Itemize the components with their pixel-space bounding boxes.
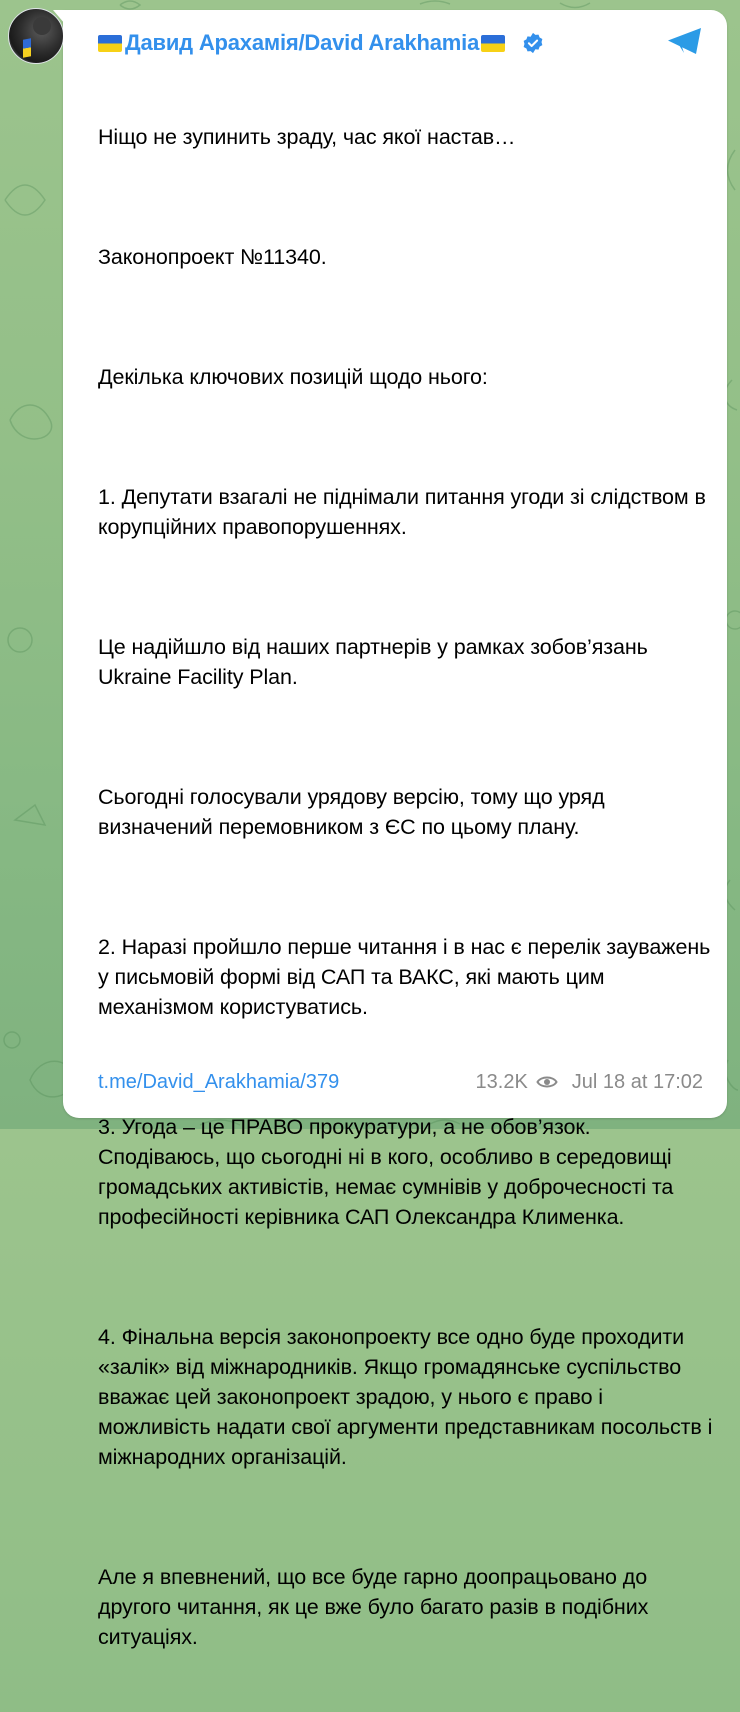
avatar-person	[33, 17, 51, 35]
message-footer	[98, 1068, 703, 1096]
message-paragraph: Сьогодні голосували урядову версію, тому що уряд визначений перемовником з ЄС по цьому плану.	[98, 785, 611, 839]
ukraine-flag-icon	[98, 35, 122, 52]
message-paragraph: Але я впевнений, що все буде гарно доопрацьовано до другого читання, як це вже було багато разів в подібних ситуаціях.	[98, 1565, 655, 1649]
verified-badge-icon	[522, 32, 544, 54]
message-paragraph: Ніщо не зупинить зраду, час якої настав…	[98, 125, 516, 149]
message-header	[98, 28, 697, 58]
message-bubble	[63, 10, 727, 1649]
channel-name[interactable]: Давид Арахамія/David Arakhamia	[125, 30, 480, 55]
eye-icon	[536, 1074, 558, 1090]
message-paragraph: Законопроект №11340.	[98, 245, 327, 269]
message-text	[98, 62, 718, 1712]
message-timestamp: Jul 18 at 17:02	[571, 1070, 703, 1093]
message-paragraph: Декілька ключових позицій щодо нього:	[98, 365, 488, 389]
message-paragraph: 2. Наразі пройшло перше читання і в нас є перелік зауважень у письмовій формі від САП та ВАКС, які мають цим механізмом користуватись.	[98, 935, 717, 1019]
message-paragraph: Це надійшло від наших партнерів у рамках зобов’язань Ukraine Facility Plan.	[98, 635, 654, 689]
message-meta	[476, 1071, 703, 1094]
message-paragraph: 4. Фінальна версія законопроекту все одно буде проходити «залік» від міжнародників. Якщо громадянське суспільство вважає цей законопроект зрадою, у нього є право і можливість надати свої аргументи представникам посольств і міжнародних організацій.	[98, 1325, 719, 1469]
avatar-flag	[23, 38, 31, 57]
ukraine-flag-icon	[481, 35, 505, 52]
message-paragraph: 1. Депутати взагалі не піднімали питання угоди зі слідством в корупційних правопорушеннях.	[98, 485, 712, 539]
share-icon[interactable]	[667, 26, 703, 56]
channel-avatar[interactable]	[8, 8, 64, 64]
message-paragraph: 3. Угода – це ПРАВО прокуратури, а не обов’язок. Сподіваюсь, що сьогодні ні в кого, особливо в середовищі громадських активістів, немає сумнівів у доброчесності та професійності керівника САП Олександра Клименка.	[98, 1115, 680, 1229]
views-count: 13.2K	[475, 1070, 528, 1093]
post-link[interactable]: t.me/David_Arakhamia/379	[98, 1070, 340, 1093]
